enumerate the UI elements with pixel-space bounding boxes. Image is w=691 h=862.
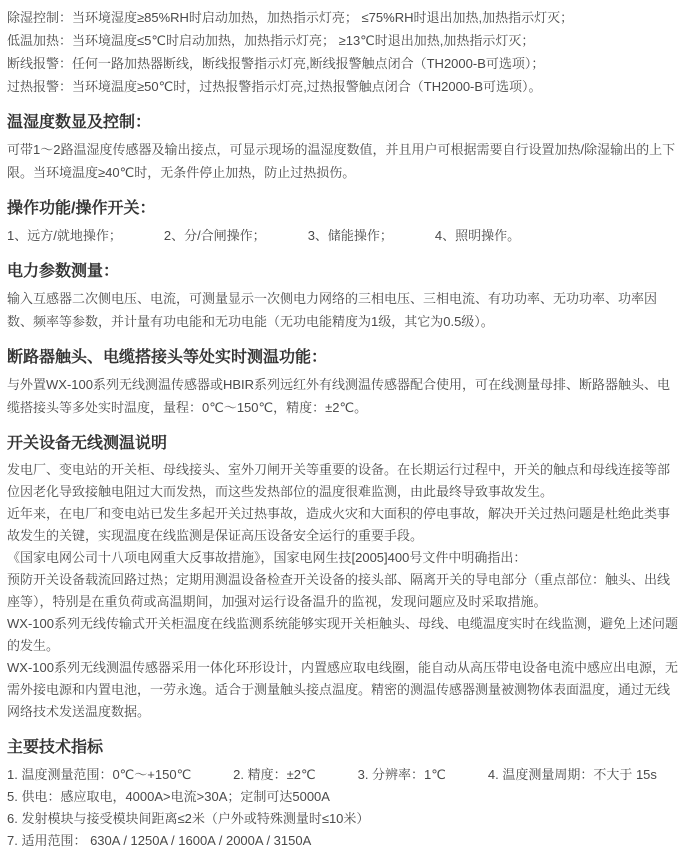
spec-item-resolution: 3. 分辨率：1℃ (357, 767, 446, 782)
section-operation-functions (7, 198, 682, 247)
operation-item-remote-local: 1、远方/就地操作； (7, 228, 122, 243)
intro-line-low-temp-heating: 低温加热：当环境温度≤5℃时启动加热，加热指示灯亮； ≥13℃时退出加热,加热指示灯灭； (7, 33, 535, 48)
spec-line-applicable-range: 7. 适用范围： 630A / 1250A / 1600A / 2000A / 3150A (7, 833, 312, 848)
intro-line-overheat-alarm: 过热报警：当环境温度≥50℃时，过热报警指示灯亮,过热报警触点闭合（TH2000-B可选项）。 (7, 79, 542, 94)
section-heading: 主要技术指标 (7, 739, 104, 756)
paragraph: WX-100系列无线传输式开关柜温度在线监测系统能够实现开关柜触头、母线、电缆温度实时在线监测，避免上述问题的发生。 (7, 616, 678, 653)
operation-item-lighting: 4、照明操作。 (434, 228, 521, 243)
paragraph: 发电厂、变电站的开关柜、母线接头、室外刀闸开关等重要的设备。在长期运行过程中，开关的触点和母线连接等部位因老化导致接触电阻过大而发热，而这些发热部位的温度很难监测，由此最终导致事故发生。 (7, 462, 671, 499)
paragraph: 输入互感器二次侧电压、电流，可测量显示一次侧电力网络的三相电压、三相电流、有功功率、无功功率、功率因数、频率等参数，并计量有功电能和无功电能（无功电能精度为1级，其它为0.5级）。 (7, 291, 658, 329)
paragraph: 可带1～2路温湿度传感器及输出接点，可显示现场的温湿度数值，并且用户可根据需要自行设置加热/除湿输出的上下限。当环境温度≥40℃时，无条件停止加热，防止过热损伤。 (7, 142, 676, 180)
operation-item-energy-storage: 3、储能操作； (307, 228, 393, 243)
intro-line-wire-break-alarm: 断线报警：任何一路加热器断线，断线报警指示灯亮,断线报警触点闭合（TH2000-B可选项）； (7, 56, 545, 71)
intro-line-dehumidify-control: 除湿控制：当环境湿度≥85%RH时启动加热，加热指示灯亮； ≤75%RH时退出加热,加热指示灯灭； (7, 10, 574, 25)
section-heading: 操作功能/操作开关： (7, 200, 156, 217)
section-heading: 电力参数测量： (7, 263, 120, 280)
spec-item-measurement-period: 4. 温度测量周期：不大于 15s (487, 767, 657, 782)
control-functions-list (7, 6, 682, 98)
section-main-technical-specs (7, 737, 682, 852)
spec-item-accuracy: 2. 精度：±2℃ (233, 767, 316, 782)
paragraph: WX-100系列无线测温传感器采用一体化环形设计，内置感应取电线圈，能自动从高压带电设备电流中感应出电源，无需外接电源和内置电池，一劳永逸。适合于测量触头接点温度。精密的测温传感器测量被测物体表面温度，通过无线网络技术发送温度数据。 (7, 660, 678, 719)
section-heading: 开关设备无线测温说明 (7, 435, 168, 452)
section-power-parameter-measurement (7, 261, 682, 333)
section-wireless-temperature-notes (7, 433, 682, 723)
section-heading: 断路器触头、电缆搭接头等处实时测温功能： (7, 349, 328, 366)
paragraph: 与外置WX-100系列无线测温传感器或HBIR系列远红外有线测温传感器配合使用，可在线测量母排、断路器触头、电缆搭接头等多处实时温度，量程：0℃～150℃，精度：±2℃。 (7, 377, 671, 415)
section-heading: 温湿度数显及控制： (7, 114, 152, 131)
section-realtime-temperature-measurement (7, 347, 682, 419)
spec-line-power-supply: 5. 供电：感应取电，4000A>电流>30A；定制可达5000A (7, 789, 330, 804)
paragraph: 《国家电网公司十八项电网重大反事故措施》，国家电网生技[2005]400号文件中明确指出： (7, 550, 527, 565)
spec-item-temp-range: 1. 温度测量范围：0℃～+150℃ (7, 767, 192, 782)
section-temp-humidity-display-control (7, 112, 682, 184)
paragraph: 近年来，在电厂和变电站已发生多起开关过热事故，造成火灾和大面积的停电事故，解决开关过热问题是杜绝此类事故发生的关键，实现温度在线监测是保证高压设备安全运行的重要手段。 (7, 506, 671, 543)
spec-items-row (7, 763, 682, 786)
paragraph: 预防开关设备载流回路过热；定期用测温设备检查开关设备的接头部、隔离开关的导电部分（重点部位：触头、出线座等），特别是在重负荷或高温期间，加强对运行设备温升的监视，发现问题应及时采取措施。 (7, 572, 671, 609)
operation-item-open-close: 2、分/合闸操作； (163, 228, 266, 243)
spec-line-module-distance: 6. 发射模块与接受模块间距离≤2米（户外或特殊测量时≤10米） (7, 811, 370, 826)
operation-items-row (7, 224, 682, 247)
